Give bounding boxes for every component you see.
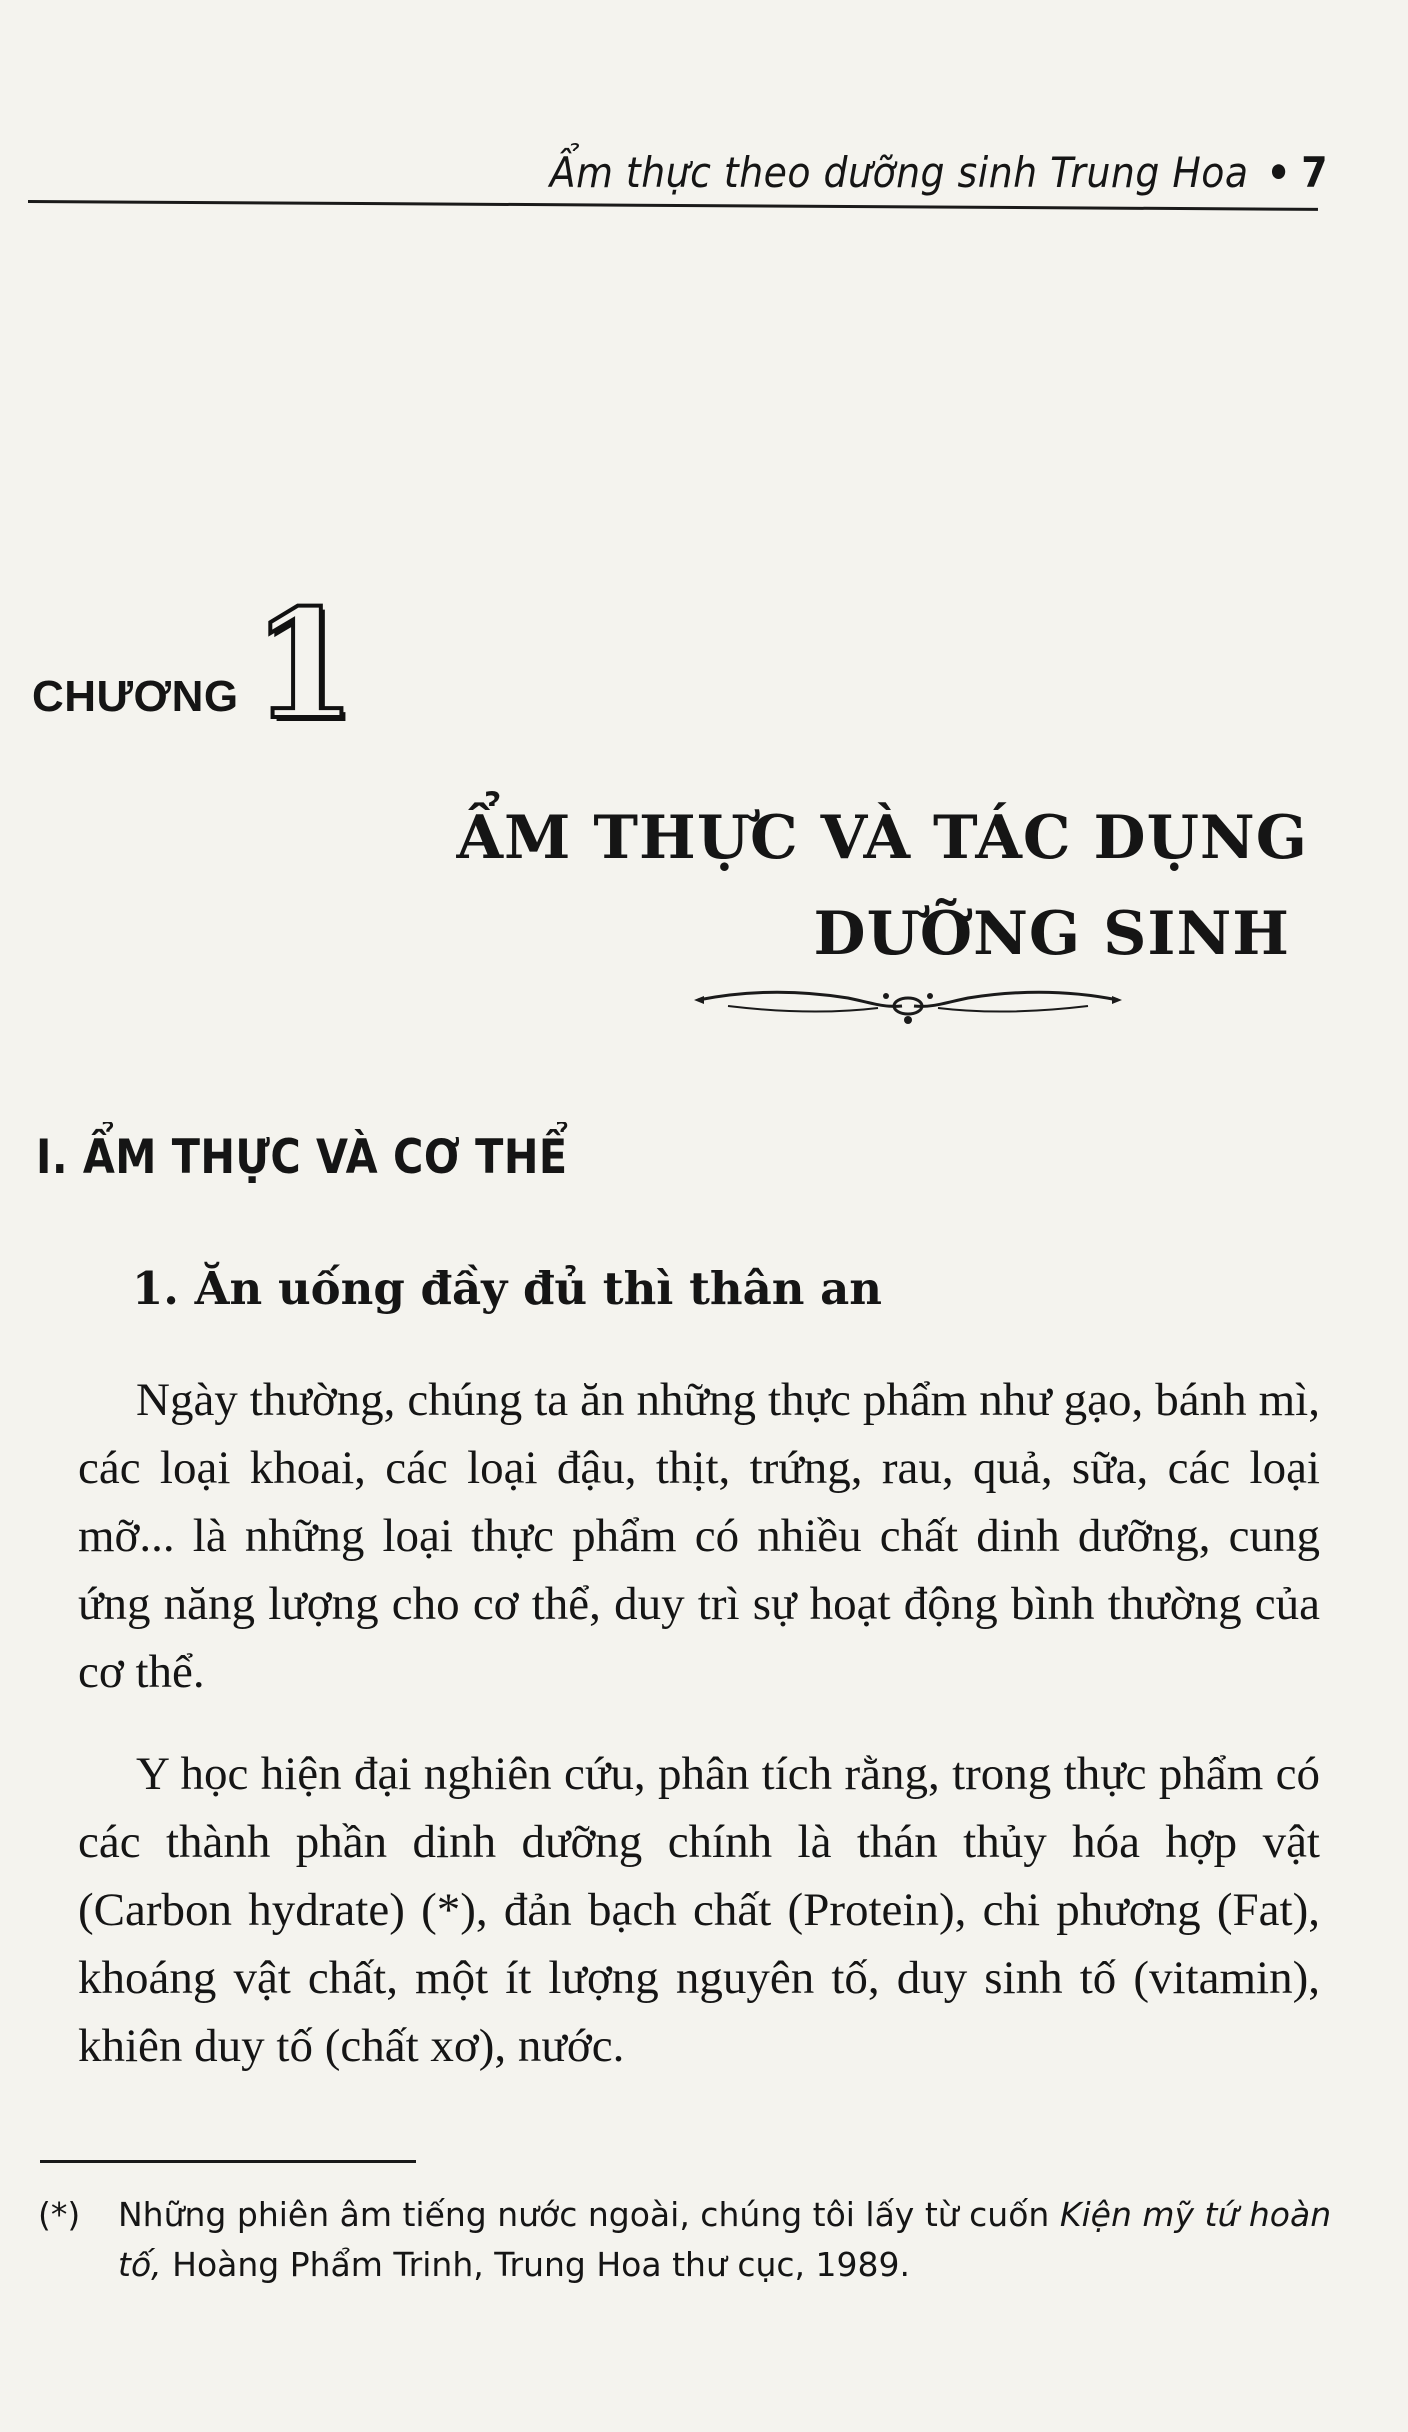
footnote-book-title-cont: tố,: [118, 2245, 162, 2284]
footnote-text: Những phiên âm tiếng nước ngoài, chúng tôi lấy từ cuốn: [118, 2195, 1050, 2234]
chapter-title: [328, 790, 1308, 982]
subsection-heading: 1. Ăn uống đầy đủ thì thân an: [132, 1262, 882, 1315]
header-bullet: •: [1266, 148, 1292, 197]
footnote-rule: [40, 2160, 416, 2163]
running-header: [550, 148, 1328, 197]
section-heading: I. ẨM THỰC VÀ CƠ THỂ: [36, 1130, 568, 1185]
footnote-marker: (*): [38, 2195, 81, 2234]
chapter-title-line1: ẨM THỰC VÀ TÁC DỤNG: [456, 803, 1308, 873]
chapter-label: CHƯƠNG: [32, 672, 239, 721]
body-paragraph: Y học hiện đại nghiên cứu, phân tích rằng, trong thực phẩm có các thành phần dinh dưỡng chính là thán thủy hóa hợp vật (Carbon hydrate) (*), đản bạch chất (Protein), chi phương (Fat), khoáng vật chất, một ít lượng nguyên tố, duy sinh tố (vitamin), khiên duy tố (chất xơ), nước.: [78, 1748, 1320, 2072]
ornament-divider: [688, 976, 1128, 1026]
body-paragraph: Ngày thường, chúng ta ăn những thực phẩm như gạo, bánh mì, các loại khoai, các loại đậu, thịt, trứng, rau, quả, sữa, các loại mỡ... là những loại thực phẩm có nhiều chất dinh dưỡng, cung ứng năng lượng cho cơ thể, duy trì sự hoạt động bình thường của cơ thể.: [78, 1374, 1320, 1698]
footnote: [38, 2190, 1338, 2290]
chapter-number: 1: [252, 577, 357, 753]
running-title: Ẩm thực theo dưỡng sinh Trung Hoa: [549, 148, 1249, 197]
footnote-source: Hoàng Phẩm Trinh, Trung Hoa thư cục, 1989.: [172, 2245, 911, 2284]
header-rule: [28, 200, 1318, 211]
footnote-book-title: Kiện mỹ tứ hoàn: [1059, 2195, 1332, 2234]
chapter-title-line2: DƯỠNG SINH: [813, 899, 1290, 969]
page-number: 7: [1301, 148, 1328, 197]
